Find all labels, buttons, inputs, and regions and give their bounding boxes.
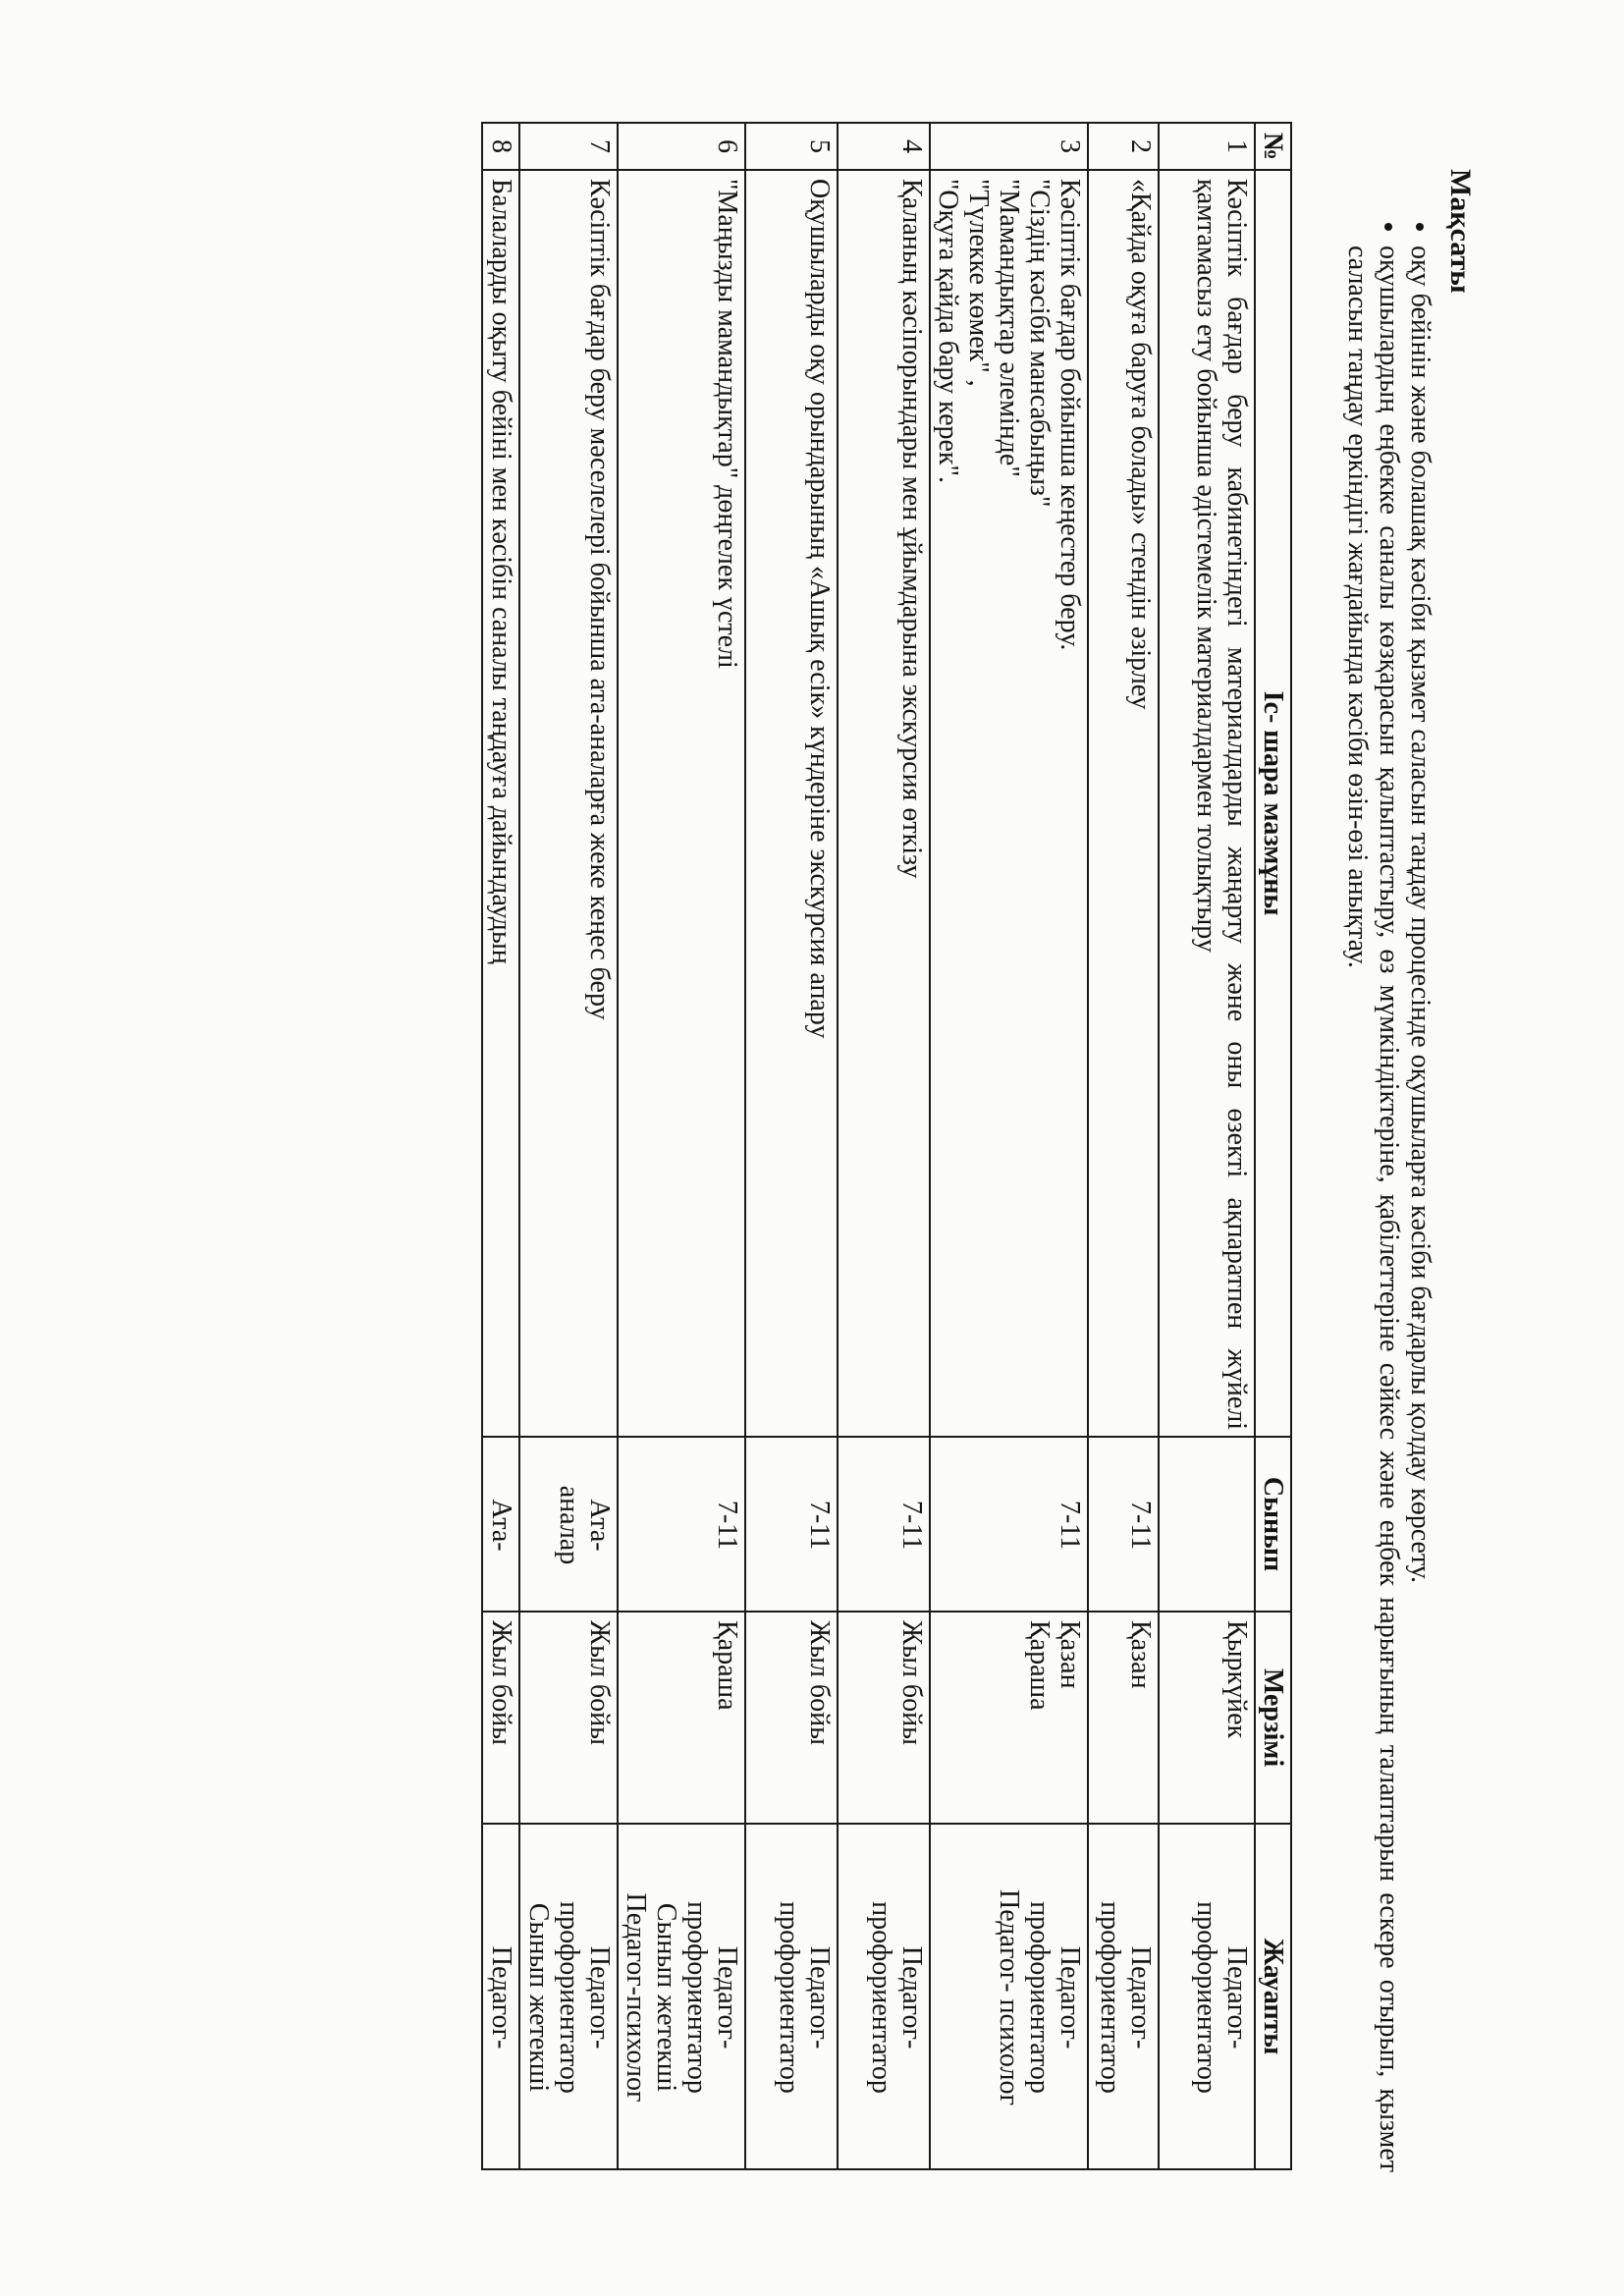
row-number-cell: 4 [838, 123, 930, 170]
event-date-line: Қазан [1055, 1620, 1085, 1689]
event-date-cell [838, 1612, 930, 1824]
event-date-line: Қараша [1024, 1620, 1055, 1711]
header-event-content: Іс- шара мазмұны [1255, 170, 1291, 1437]
row-number-cell: 3 [930, 123, 1088, 170]
event-date-line: Қазан [1125, 1620, 1156, 1689]
event-content-line: Қаланың кәсіпорындары мен ұйымдарына экскурсия өткізу [896, 179, 927, 879]
responsible-person-line: Педагог- [804, 1945, 835, 2050]
responsible-person-line: профориентатор [1191, 1901, 1221, 2094]
responsible-person-line: Педагог- [1221, 1945, 1252, 2050]
event-content-cell [519, 170, 618, 1437]
class-range-line: аналар [554, 1485, 584, 1565]
responsible-person-cell [1088, 1824, 1159, 2169]
responsible-person-line: Педагог- [486, 1945, 516, 2050]
table-body [482, 123, 1255, 2169]
responsible-person-line: Педагог- [1055, 1945, 1085, 2050]
goal-item-1: • оқу бейінін және болашақ кәсіби қызмет саласын таңдау процесінде оқушыларға кәсіби бағдарлы қолдау көрсету. [1404, 246, 1435, 2172]
event-date-cell [519, 1612, 618, 1824]
header-number: № [1255, 123, 1291, 170]
event-content-line: "Мамандықтар әлемінде" [994, 179, 1024, 477]
table-row [838, 123, 930, 2169]
responsible-person-cell [482, 1824, 519, 2169]
responsible-person-cell [1159, 1824, 1255, 2169]
goals-list [1341, 169, 1435, 2172]
event-content-cell [1088, 170, 1159, 1437]
class-range-cell [745, 1437, 838, 1612]
responsible-person-cell [519, 1824, 618, 2169]
row-number-cell: 8 [482, 123, 519, 170]
responsible-person-cell [618, 1824, 745, 2169]
event-content-cell [482, 170, 519, 1437]
header-responsible: Жауапты [1255, 1824, 1291, 2169]
responsible-person-line: Педагог- [712, 1945, 742, 2050]
class-range-line: 7-11 [712, 1500, 742, 1551]
goals-section [1341, 169, 1477, 2172]
responsible-person-line: профориентатор [866, 1901, 896, 2094]
class-range-cell [1088, 1437, 1159, 1612]
table-row [519, 123, 618, 2169]
event-date-line: Жыл бойы [804, 1620, 835, 1745]
class-range-cell [1159, 1437, 1255, 1612]
row-number-cell: 1 [1159, 123, 1255, 170]
class-range-cell [930, 1437, 1088, 1612]
class-range-cell [618, 1437, 745, 1612]
event-date-line: Қараша [712, 1620, 742, 1711]
event-date-line: Қыркүйек [1221, 1620, 1252, 1739]
event-content-line: Кәсіптік бағдар беру мәселелері бойынша ата-аналарға жеке кеңес беру [584, 179, 615, 1020]
class-range-line: 7-11 [804, 1500, 835, 1551]
event-date-cell [482, 1612, 519, 1824]
class-range-line: Ата- [486, 1499, 516, 1552]
responsible-person-cell [745, 1824, 838, 2169]
event-content-cell [745, 170, 838, 1437]
event-content-line: "Оқуға қайда бару керек". [933, 179, 963, 483]
event-content-line: Балаларды оқыту бейіні мен кәсібін саналы таңдауға дайындаудың [486, 179, 516, 964]
class-range-line: 7-11 [1055, 1500, 1085, 1551]
event-content-line: "Сіздің кәсіби мансабыңыз" [1024, 179, 1055, 508]
table-row [1159, 123, 1255, 2169]
responsible-person-line: профориентатор [1024, 1901, 1055, 2094]
table-row [745, 123, 838, 2169]
class-range-cell [519, 1437, 618, 1612]
event-content-line: Оқушыларды оқу орындарының «Ашық есік» күндеріне экскурсия апару [804, 179, 835, 1039]
event-content-line: Кәсіптік бағдар бойынша кеңестер беру. [1055, 179, 1085, 651]
event-date-line: Жыл бойы [896, 1620, 927, 1745]
header-date: Мерзімі [1255, 1612, 1291, 1824]
event-content-cell [930, 170, 1088, 1437]
header-class: Сынып [1255, 1437, 1291, 1612]
row-number-cell: 6 [618, 123, 745, 170]
responsible-person-line: Педагог- [584, 1945, 615, 2050]
event-date-line: Жыл бойы [584, 1620, 615, 1745]
event-date-line: Жыл бойы [486, 1620, 516, 1745]
responsible-person-line: профориентатор [1095, 1901, 1125, 2094]
event-content-cell [1159, 170, 1255, 1437]
goal-item-2: • оқушылардың еңбекке саналы көзқарасын қалыптастыру, өз мүмкіндіктеріне, қабілеттеріне сәйкес және еңбек нарығының талаптарын ескере отырып, қызмет саласын таңдау еркіндігі жағдайында кәсіби өзін-өзі анықтау. [1341, 246, 1404, 2172]
table-row [618, 123, 745, 2169]
event-date-cell [618, 1612, 745, 1824]
table-row [930, 123, 1088, 2169]
event-date-cell [1159, 1612, 1255, 1824]
event-content-line: «Қайда оқуға баруға болады» стендін әзірлеу [1125, 179, 1156, 710]
responsible-person-line: Педагог-психолог [621, 1892, 651, 2103]
row-number-cell: 2 [1088, 123, 1159, 170]
class-range-line: 7-11 [1125, 1500, 1156, 1551]
responsible-person-line: Педагог- [896, 1945, 927, 2050]
responsible-person-line: Сынып жетекші [523, 1902, 554, 2093]
responsible-person-line: профориентатор [554, 1901, 584, 2094]
responsible-person-line: Педагог- [1125, 1945, 1156, 2050]
event-date-cell [1088, 1612, 1159, 1824]
responsible-person-line: Сынып жетекші [651, 1902, 681, 2093]
table-header-row [1255, 123, 1291, 2169]
goals-heading: Мақсаты [1444, 169, 1477, 294]
class-range-line: 7-11 [896, 1500, 927, 1551]
responsible-person-cell [930, 1824, 1088, 2169]
event-content-cell [618, 170, 745, 1437]
event-date-cell [745, 1612, 838, 1824]
class-range-line: Ата- [584, 1499, 615, 1552]
event-content-line: "Маңызды мамандықтар" дөңгелек үстелі [712, 179, 742, 669]
class-range-cell [838, 1437, 930, 1612]
event-content-line: "Түлекке көмек" , [963, 179, 994, 387]
row-number-cell: 5 [745, 123, 838, 170]
table-row [482, 123, 519, 2169]
events-table [481, 122, 1292, 2170]
class-range-cell [482, 1437, 519, 1612]
responsible-person-cell [838, 1824, 930, 2169]
table-row [1088, 123, 1159, 2169]
responsible-person-line: профориентатор [774, 1901, 804, 2094]
event-content-line: Кәсіптік бағдар беру кабинетіндегі материалдарды жаңарту және оны өзекті ақпаратпен жүйелі қамтамасыз ету бойынша әдістемелік материалдармен толықтыру [1191, 179, 1252, 1430]
row-number-cell: 7 [519, 123, 618, 170]
responsible-person-line: Педагог- психолог [994, 1889, 1024, 2105]
responsible-person-line: профориентатор [681, 1901, 712, 2094]
event-content-cell [838, 170, 930, 1437]
event-date-cell [930, 1612, 1088, 1824]
